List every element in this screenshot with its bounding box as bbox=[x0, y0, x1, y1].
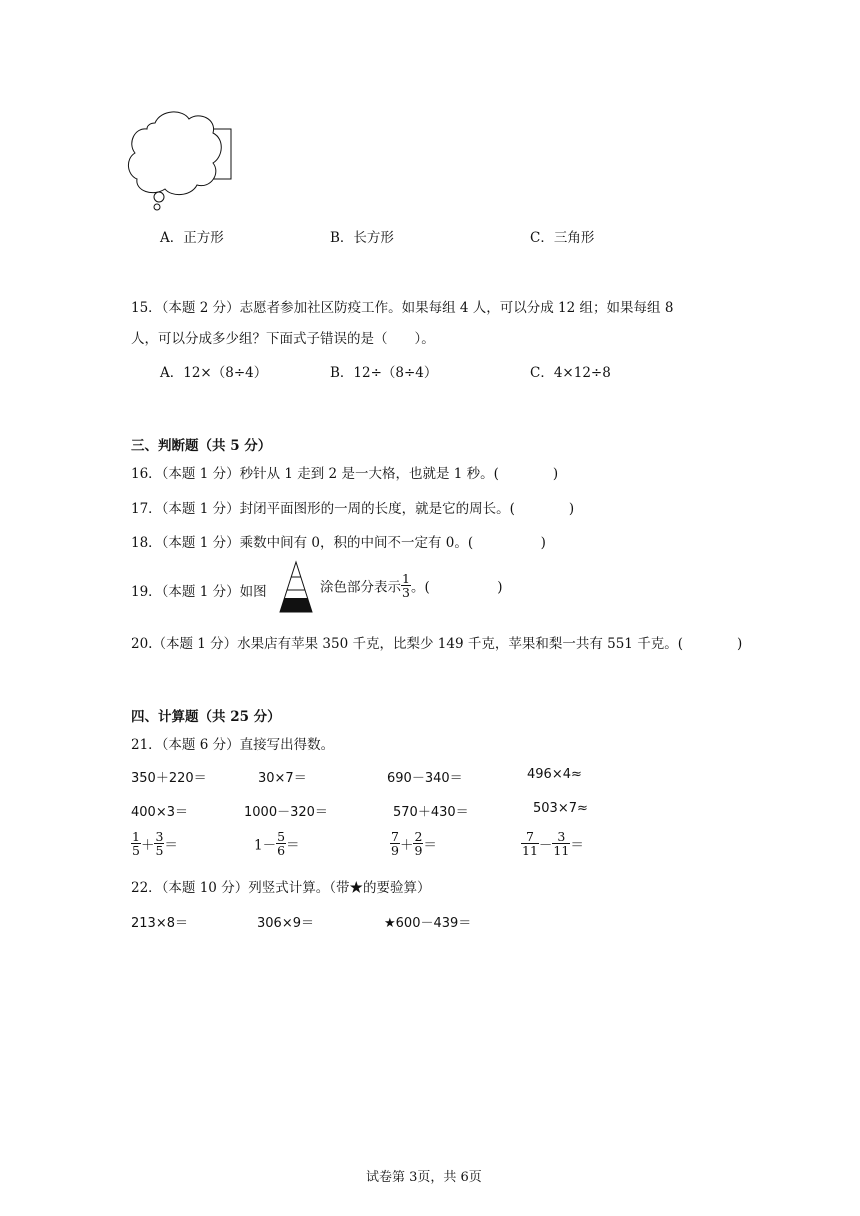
q15-option-a: A．12×（8÷4） bbox=[160, 365, 268, 381]
q19-rest bbox=[320, 572, 503, 599]
calc-frac-1: $\frac{1}{5}$ ＋ $\frac{3}{5}$ ＝ bbox=[132, 829, 178, 859]
q15-line2: 人，可以分成多少组？下面式子错误的是（ ）。 bbox=[131, 331, 435, 347]
vertical-calc-3: ★600－439＝ bbox=[384, 916, 472, 931]
calc-r2-c1: 400×3＝ bbox=[131, 805, 188, 820]
calc-r2-c3: 570＋430＝ bbox=[393, 805, 469, 820]
q14-option-c: C．三角形 bbox=[530, 230, 595, 246]
calc-r1-c3: 690－340＝ bbox=[387, 771, 463, 786]
calc-frac-4: $\frac{7}{11}$ － $\frac{3}{11}$ ＝ bbox=[522, 829, 584, 859]
calc-r1-c4: 496×4≈ bbox=[527, 767, 582, 782]
q20: 20.（本题 1 分）水果店有苹果 350 千克，比梨少 149 千克，苹果和梨一共有 551 千克。( ) bbox=[131, 636, 743, 652]
calc-frac-3: $\frac{7}{9}$ ＋ $\frac{2}{9}$ ＝ bbox=[391, 829, 437, 859]
q21: 21．（本题 6 分）直接写出得数。 bbox=[131, 737, 335, 753]
vertical-calc-2: 306×9＝ bbox=[257, 916, 314, 931]
cloud-bubble-small bbox=[154, 204, 160, 210]
calc-frac-2: 1－ $\frac{5}{6}$ ＝ bbox=[254, 829, 300, 859]
calc-r2-c4: 503×7≈ bbox=[533, 801, 588, 816]
q14-option-b: B．长方形 bbox=[330, 230, 394, 246]
q16: 16．（本题 1 分）秒针从 1 走到 2 是一大格，也就是 1 秒。( ) bbox=[131, 466, 559, 482]
q15-option-c: C．4×12÷8 bbox=[530, 365, 611, 381]
calc-r1-c2: 30×7＝ bbox=[258, 771, 307, 786]
q22: 22．（本题 10 分）列竖式计算。（带★的要验算） bbox=[131, 880, 431, 896]
q19-prefix: 19．（本题 1 分）如图 bbox=[131, 584, 267, 600]
q19-suffix: 。( ) bbox=[410, 579, 503, 596]
triangle-shaded-part bbox=[280, 598, 312, 612]
section3-heading: 三、判断题（共 5 分） bbox=[131, 438, 272, 454]
q14-option-a: A．正方形 bbox=[160, 230, 224, 246]
vertical-calc-1: 213×8＝ bbox=[131, 916, 188, 931]
q14-figure bbox=[125, 105, 240, 215]
q15-line1: 15．（本题 2 分）志愿者参加社区防疫工作。如果每组 4 人，可以分成 12 组；如果每组 8 bbox=[131, 300, 674, 316]
cloud-shape bbox=[128, 112, 221, 195]
q15-option-b: B．12÷（8÷4） bbox=[330, 365, 438, 381]
section4-heading: 四、计算题（共 25 分） bbox=[131, 709, 281, 725]
calc-r2-c2: 1000－320＝ bbox=[244, 805, 328, 820]
page-footer: 试卷第 3页，共 6页 bbox=[366, 1170, 482, 1185]
q18: 18．（本题 1 分）乘数中间有 0，积的中间不一定有 0。( ) bbox=[131, 535, 546, 551]
cloud-bubble-large bbox=[154, 192, 164, 202]
calc-r1-c1: 350＋220＝ bbox=[131, 771, 207, 786]
q17: 17．（本题 1 分）封闭平面图形的一周的长度，就是它的周长。( ) bbox=[131, 501, 575, 517]
q19-fraction: $\frac{1}{3}$ bbox=[402, 571, 410, 601]
q19-triangle-figure bbox=[276, 560, 316, 618]
q19-mid-text: 涂色部分表示 bbox=[320, 579, 401, 596]
